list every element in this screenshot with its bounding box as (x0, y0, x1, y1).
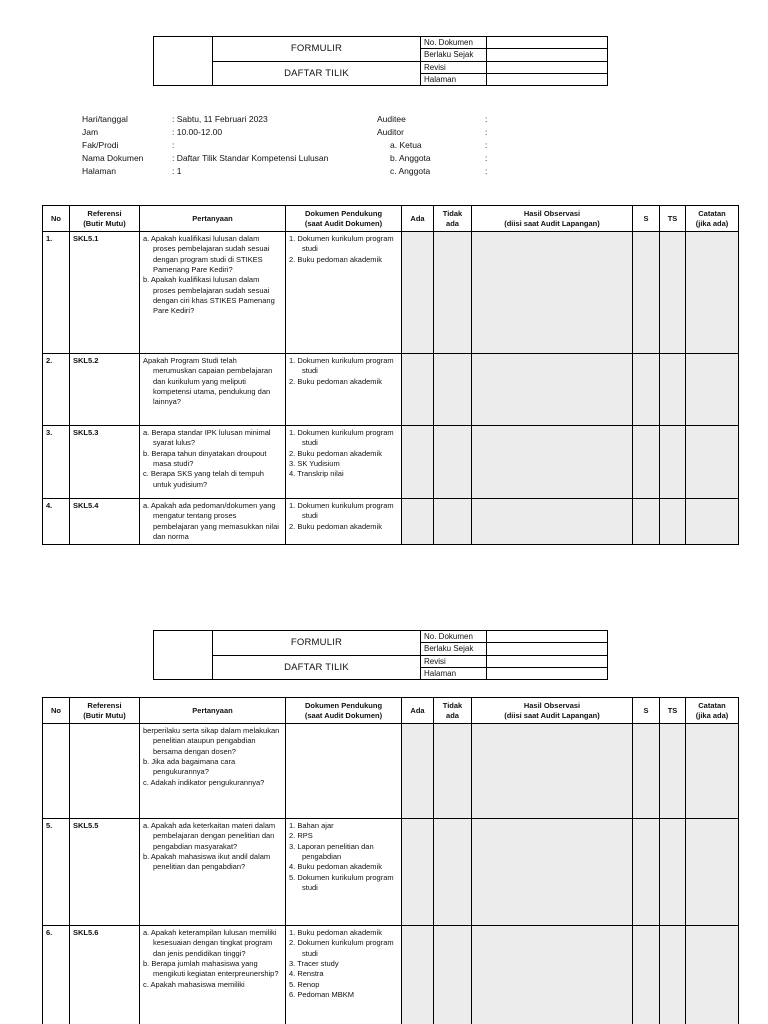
cell-tidak-ada[interactable] (434, 354, 472, 426)
document-item: 5. Renop (289, 979, 320, 989)
document-item: 2. Buku pedoman akademik (289, 376, 382, 386)
col-catatan: Catatan (jika ada) (686, 698, 739, 724)
audit-info (82, 113, 495, 178)
document-item: 1. Dokumen kurikulum program studi (289, 428, 394, 448)
question-item: b. Berapa jumlah mahasiswa yang mengikuti kegiatan enterpreunership? (143, 959, 279, 979)
document-item: 3. Tracer study (289, 959, 339, 969)
info-value: : (172, 140, 175, 150)
cell-catatan[interactable] (686, 426, 739, 499)
info-value: : 1 (172, 166, 182, 176)
cell-hasil-observasi[interactable] (472, 926, 633, 1024)
row-number: 4. (43, 499, 70, 545)
cell-ada[interactable] (402, 354, 434, 426)
row-referensi: SKL5.6 (70, 926, 140, 1024)
cell-hasil-observasi[interactable] (472, 232, 633, 354)
col-catatan: Catatan (jika ada) (686, 206, 739, 232)
question-item: a. Apakah keterampilan lulusan memiliki kesesuaian dengan tingkat program dan jenis pendidikan tinggi? (143, 928, 277, 958)
cell-ts[interactable] (660, 354, 686, 426)
document-header-page2 (153, 630, 608, 680)
col-hasil-observasi: Hasil Observasi (diisi saat Audit Lapangan) (472, 206, 633, 232)
document-item: 1. Dokumen kurikulum program studi (289, 501, 394, 521)
row-pertanyaan (140, 724, 286, 819)
row-dokumen (286, 499, 402, 545)
row-referensi: SKL5.5 (70, 819, 140, 926)
question-item: Apakah Program Studi telah merumuskan capaian pembelajaran dan kurikulum yang meliputi kompetensi utama, pendukung dan lainnya? (143, 356, 273, 407)
question-item: a. Apakah ada pedoman/dokumen yang mengatur tentang proses pembelajaran yang memasukkan nilai dan norma (143, 501, 279, 542)
row-dokumen (286, 926, 402, 1024)
question-item: b. Apakah kualifikasi lulusan dalam proses pembelajaran sudah sesuai dengan ciri khas STIKES Pamenang Pare Kediri? (143, 275, 275, 316)
cell-catatan[interactable] (686, 926, 739, 1024)
info-label: Halaman (82, 166, 117, 176)
field-no-dokumen-value[interactable] (487, 631, 607, 642)
cell-s[interactable] (633, 232, 660, 354)
col-no: No (43, 206, 70, 232)
document-item: 4. Transkrip nilai (289, 469, 344, 479)
document-item: 1. Dokumen kurikulum program studi (289, 234, 394, 254)
table-row (43, 926, 739, 1024)
col-ts: TS (660, 206, 686, 232)
info-right-label: b. Anggota (390, 153, 431, 163)
row-pertanyaan (140, 926, 286, 1024)
cell-ts[interactable] (660, 724, 686, 819)
col-dokumen: Dokumen Pendukung (saat Audit Dokumen) (286, 206, 402, 232)
cell-ada[interactable] (402, 426, 434, 499)
cell-tidak-ada[interactable] (434, 819, 472, 926)
row-pertanyaan (140, 354, 286, 426)
document-item: 2. Dokumen kurikulum program studi (289, 938, 394, 958)
cell-catatan[interactable] (686, 232, 739, 354)
col-s: S (633, 206, 660, 232)
field-berlaku-sejak: Berlaku Sejak (421, 643, 487, 654)
question-item: c. Berapa SKS yang telah di tempuh untuk yudisium? (143, 469, 264, 489)
document-meta (421, 37, 607, 85)
question-item: b. Apakah mahasiswa ikut andil dalam penelitian dan pengabdian? (143, 852, 271, 872)
table-row (43, 819, 739, 926)
field-halaman-value[interactable] (487, 74, 607, 85)
row-number: 1. (43, 232, 70, 354)
document-item: 2. Buku pedoman akademik (289, 254, 382, 264)
cell-s[interactable] (633, 724, 660, 819)
field-halaman: Halaman (421, 668, 487, 679)
cell-s[interactable] (633, 926, 660, 1024)
field-revisi: Revisi (421, 62, 487, 73)
cell-tidak-ada[interactable] (434, 426, 472, 499)
info-label: Jam (82, 127, 99, 137)
info-right-value: : (485, 114, 488, 124)
info-right-value: : (485, 153, 488, 163)
field-berlaku-sejak: Berlaku Sejak (421, 49, 487, 60)
question-item: a. Berapa standar IPK lulusan minimal syarat lulus? (143, 428, 271, 448)
cell-tidak-ada[interactable] (434, 499, 472, 545)
row-referensi: SKL5.2 (70, 354, 140, 426)
table-row (43, 232, 739, 354)
field-halaman-value[interactable] (487, 668, 607, 679)
table-row (43, 426, 739, 499)
row-referensi: SKL5.4 (70, 499, 140, 545)
document-item: 1. Buku pedoman akademik (289, 928, 382, 937)
document-item: 2. Buku pedoman akademik (289, 521, 382, 531)
cell-ts[interactable] (660, 426, 686, 499)
col-pertanyaan: Pertanyaan (140, 206, 286, 232)
row-dokumen (286, 426, 402, 499)
row-referensi: SKL5.1 (70, 232, 140, 354)
row-number: 3. (43, 426, 70, 499)
form-subtitle: DAFTAR TILIK (284, 67, 349, 79)
question-item: c. Adakah indikator pengukurannya? (143, 777, 265, 787)
cell-hasil-observasi[interactable] (472, 499, 633, 545)
cell-catatan[interactable] (686, 354, 739, 426)
document-item: 2. Buku pedoman akademik (289, 448, 382, 458)
row-dokumen (286, 819, 402, 926)
cell-s[interactable] (633, 426, 660, 499)
question-item: a. Apakah kualifikasi lulusan dalam proses pembelajaran sudah sesuai dengan program studi di STIKES Pamenang Pare Kediri? (143, 234, 270, 275)
cell-ada[interactable] (402, 724, 434, 819)
cell-hasil-observasi[interactable] (472, 354, 633, 426)
cell-catatan[interactable] (686, 499, 739, 545)
field-halaman: Halaman (421, 74, 487, 85)
row-dokumen (286, 724, 402, 819)
col-tidak-ada: Tidak ada (434, 698, 472, 724)
question-item: c. Apakah mahasiswa memiliki (143, 979, 245, 989)
cell-hasil-observasi[interactable] (472, 724, 633, 819)
row-pertanyaan (140, 232, 286, 354)
info-right-label: Auditee (377, 114, 406, 124)
cell-s[interactable] (633, 499, 660, 545)
field-no-dokumen: No. Dokumen (421, 631, 487, 642)
info-value: : Daftar Tilik Standar Kompetensi Lulusan (172, 153, 329, 163)
cell-tidak-ada[interactable] (434, 724, 472, 819)
document-item: 4. Renstra (289, 969, 324, 979)
form-subtitle: DAFTAR TILIK (284, 661, 349, 673)
col-ts: TS (660, 698, 686, 724)
cell-ts[interactable] (660, 819, 686, 926)
cell-ada[interactable] (402, 819, 434, 926)
form-title: FORMULIR (213, 37, 420, 62)
cell-hasil-observasi[interactable] (472, 426, 633, 499)
document-item: 2. RPS (289, 831, 313, 841)
row-number: 5. (43, 819, 70, 926)
cell-hasil-observasi[interactable] (472, 819, 633, 926)
field-revisi: Revisi (421, 656, 487, 667)
document-header (153, 36, 608, 86)
col-ada: Ada (402, 698, 434, 724)
field-revisi-value[interactable] (487, 62, 607, 73)
info-right-label: c. Anggota (390, 166, 431, 176)
checklist-table-page2 (42, 697, 739, 1024)
cell-ada[interactable] (402, 926, 434, 1024)
question-item: berperilaku serta sikap dalam melakukan penelitian ataupun pengabdian bersama dengan dosen? (143, 726, 280, 756)
cell-s[interactable] (633, 819, 660, 926)
info-label: Nama Dokumen (82, 153, 144, 163)
field-berlaku-sejak-value[interactable] (487, 643, 607, 654)
cell-tidak-ada[interactable] (434, 232, 472, 354)
row-referensi (70, 724, 140, 819)
row-pertanyaan (140, 819, 286, 926)
cell-catatan[interactable] (686, 724, 739, 819)
table-row (43, 724, 739, 819)
table-header-row (43, 698, 739, 724)
row-number (43, 724, 70, 819)
row-pertanyaan (140, 499, 286, 545)
col-tidak-ada: Tidak ada (434, 206, 472, 232)
col-hasil-observasi: Hasil Observasi (diisi saat Audit Lapangan) (472, 698, 633, 724)
logo-placeholder (154, 37, 213, 85)
document-item: 1. Dokumen kurikulum program studi (289, 356, 394, 376)
checklist-table-page1 (42, 205, 739, 545)
info-value: : 10.00-12.00 (172, 127, 223, 137)
question-item: b. Jika ada bagaimana cara pengukurannya? (143, 757, 236, 777)
document-item: 3. SK Yudisium (289, 459, 340, 469)
col-referensi: Referensi (Butir Mutu) (70, 206, 140, 232)
row-referensi: SKL5.3 (70, 426, 140, 499)
row-number: 2. (43, 354, 70, 426)
table-row (43, 499, 739, 545)
col-ada: Ada (402, 206, 434, 232)
info-label: Hari/tanggal (82, 114, 128, 124)
cell-ada[interactable] (402, 232, 434, 354)
document-item: 3. Laporan penelitian dan pengabdian (289, 841, 374, 862)
field-no-dokumen: No. Dokumen (421, 37, 487, 48)
info-value: : Sabtu, 11 Februari 2023 (172, 114, 268, 124)
col-referensi: Referensi (Butir Mutu) (70, 698, 140, 724)
cell-ts[interactable] (660, 926, 686, 1024)
col-no: No (43, 698, 70, 724)
col-pertanyaan: Pertanyaan (140, 698, 286, 724)
table-row (43, 354, 739, 426)
document-item: 1. Bahan ajar (289, 821, 334, 830)
table-header-row (43, 206, 739, 232)
question-item: b. Berapa tahun dinyatakan droupout masa studi? (143, 448, 267, 469)
cell-ada[interactable] (402, 499, 434, 545)
document-meta (421, 631, 607, 679)
row-dokumen (286, 354, 402, 426)
info-label: Fak/Prodi (82, 140, 119, 150)
info-right-value: : (485, 127, 488, 137)
document-item: 4. Buku pedoman akademik (289, 862, 382, 872)
info-right-label: a. Ketua (390, 140, 422, 150)
row-dokumen (286, 232, 402, 354)
field-revisi-value[interactable] (487, 656, 607, 667)
document-item: 6. Pedoman MBKM (289, 990, 355, 1000)
question-item: a. Apakah ada keterkaitan materi dalam pembelajaran dengan penelitian dan pengabdian masyarakat? (143, 821, 276, 851)
field-berlaku-sejak-value[interactable] (487, 49, 607, 60)
cell-s[interactable] (633, 354, 660, 426)
row-number: 6. (43, 926, 70, 1024)
col-dokumen: Dokumen Pendukung (saat Audit Dokumen) (286, 698, 402, 724)
document-item: 5. Dokumen kurikulum program studi (289, 872, 394, 893)
info-right-value: : (485, 140, 488, 150)
cell-catatan[interactable] (686, 819, 739, 926)
row-pertanyaan (140, 426, 286, 499)
col-s: S (633, 698, 660, 724)
cell-tidak-ada[interactable] (434, 926, 472, 1024)
field-no-dokumen-value[interactable] (487, 37, 607, 48)
form-title: FORMULIR (213, 631, 420, 656)
info-right-label: Auditor (377, 127, 404, 137)
cell-ts[interactable] (660, 499, 686, 545)
logo-placeholder (154, 631, 213, 679)
cell-ts[interactable] (660, 232, 686, 354)
info-right-value: : (485, 166, 488, 176)
